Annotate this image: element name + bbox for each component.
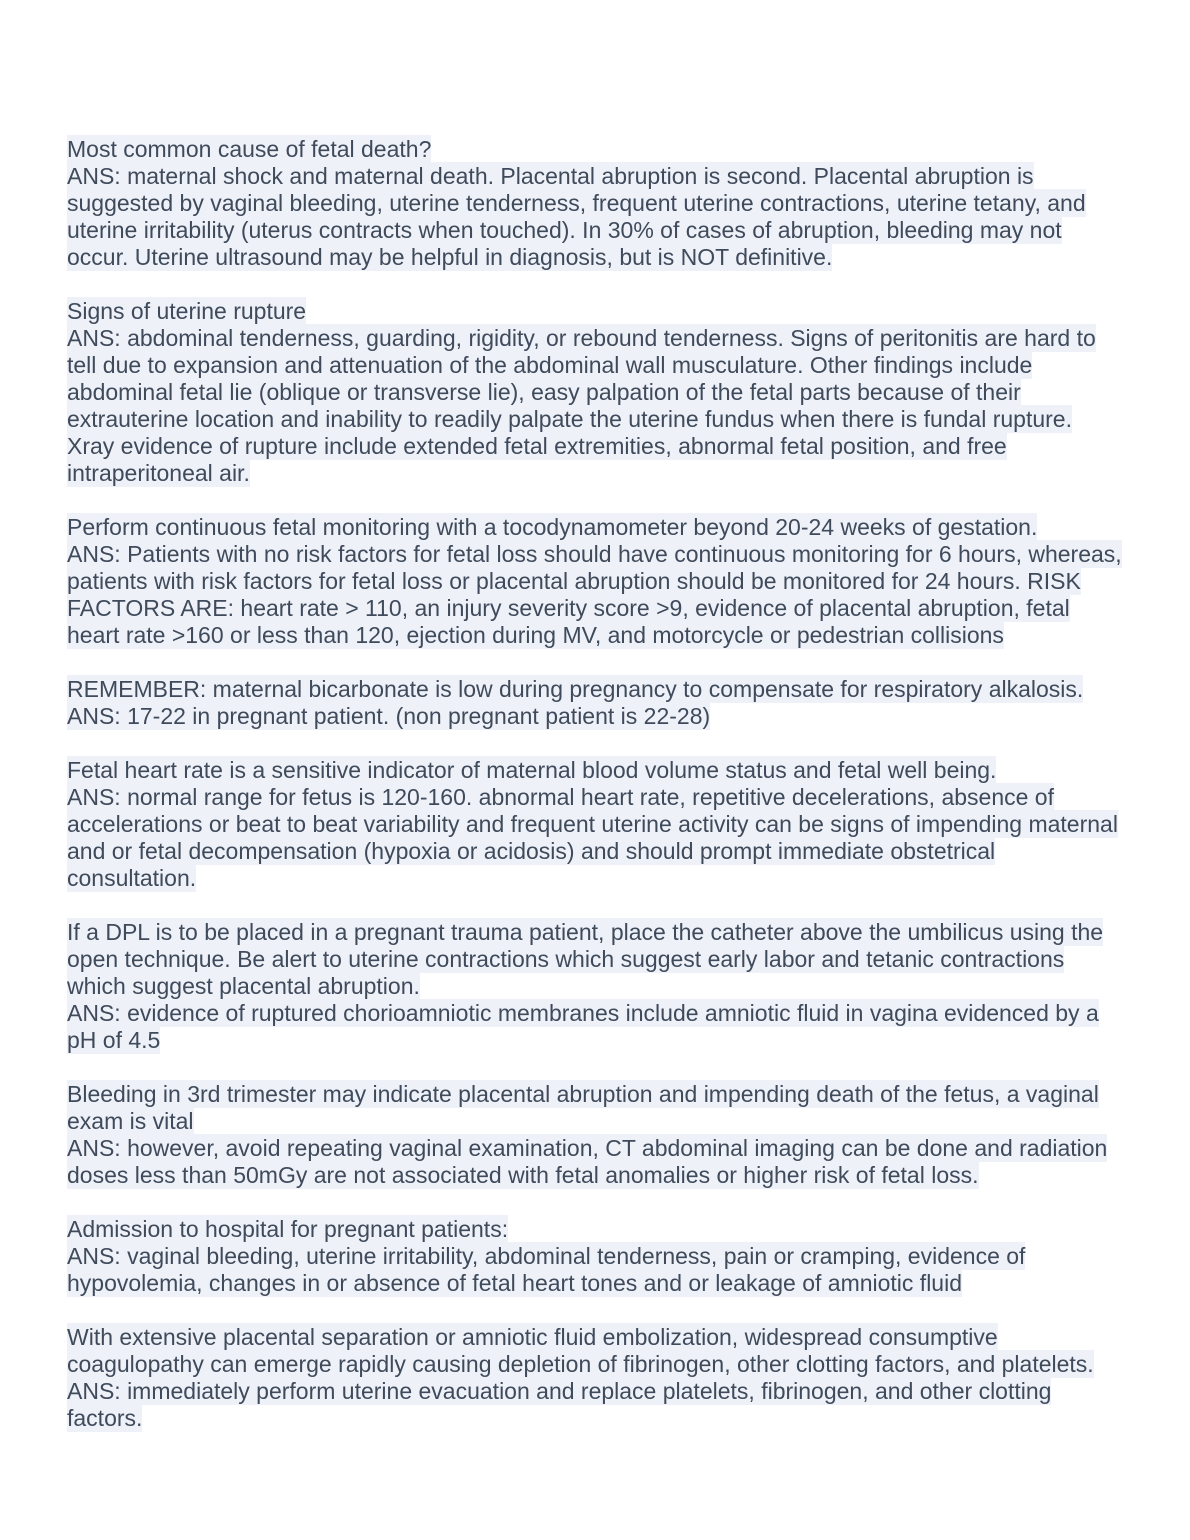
answer-line <box>67 163 1123 271</box>
question-line <box>67 136 1123 163</box>
qa-item <box>67 136 1123 271</box>
answer-line <box>67 325 1123 487</box>
answer-text: ANS: Patients with no risk factors for fetal loss should have continuous monitoring for 6 hours, whereas, patients with risk factors for fetal loss or placental abruption should be monitored for 24 hours. RISK FACTORS ARE: heart rate > 110, an injury severity score >9, evidence of placental abruption, fetal heart rate >160 or less than 120, ejection during MV, and motorcycle or pedestrian collisions <box>67 541 1122 648</box>
qa-item <box>67 298 1123 487</box>
question-line <box>67 919 1123 1000</box>
answer-text: ANS: vaginal bleeding, uterine irritability, abdominal tenderness, pain or cramping, evidence of hypovolemia, changes in or absence of fetal heart tones and or leakage of amniotic fluid <box>67 1243 1026 1296</box>
question-text: With extensive placental separation or amniotic fluid embolization, widespread consumptive coagulopathy can emerge rapidly causing depletion of fibrinogen, other clotting factors, and platelets. <box>67 1324 1094 1377</box>
answer-text: ANS: however, avoid repeating vaginal examination, CT abdominal imaging can be done and radiation doses less than 50mGy are not associated with fetal anomalies or higher risk of fetal loss. <box>67 1135 1108 1188</box>
qa-item <box>67 757 1123 892</box>
question-text: Perform continuous fetal monitoring with a tocodynamometer beyond 20-24 weeks of gestation. <box>67 514 1038 540</box>
answer-text: ANS: maternal shock and maternal death. Placental abruption is second. Placental abruption is suggested by vaginal bleeding, uterine tenderness, frequent uterine contractions, uterine tetany, and uterine irritability (uterus contracts when touched). In 30% of cases of abruption, bleeding may not occur. Uterine ultrasound may be helpful in diagnosis, but is NOT definitive. <box>67 163 1086 270</box>
qa-item <box>67 1324 1123 1432</box>
question-text: Bleeding in 3rd trimester may indicate placental abruption and impending death of the fetus, a vaginal exam is vital <box>67 1081 1099 1134</box>
question-text: Fetal heart rate is a sensitive indicator of maternal blood volume status and fetal well being. <box>67 757 997 783</box>
answer-line <box>67 1243 1123 1297</box>
answer-line <box>67 1135 1123 1189</box>
question-line <box>67 676 1123 703</box>
question-text: Signs of uterine rupture <box>67 298 307 324</box>
answer-line <box>67 1000 1123 1054</box>
answer-text: ANS: evidence of ruptured chorioamniotic membranes include amniotic fluid in vagina evidenced by a pH of 4.5 <box>67 1000 1099 1053</box>
question-line <box>67 1081 1123 1135</box>
qa-item <box>67 1081 1123 1189</box>
qa-item <box>67 676 1123 730</box>
answer-line <box>67 784 1123 892</box>
question-text: If a DPL is to be placed in a pregnant trauma patient, place the catheter above the umbilicus using the open technique. Be alert to uterine contractions which suggest early labor and tetanic contractions which suggest placental abruption. <box>67 919 1104 999</box>
answer-line <box>67 541 1123 649</box>
qa-item <box>67 1216 1123 1297</box>
answer-text: ANS: immediately perform uterine evacuation and replace platelets, fibrinogen, and other clotting factors. <box>67 1378 1052 1431</box>
question-line <box>67 298 1123 325</box>
question-line <box>67 1324 1123 1378</box>
question-text: Most common cause of fetal death? <box>67 136 432 162</box>
answer-line <box>67 1378 1123 1432</box>
answer-text: ANS: abdominal tenderness, guarding, rigidity, or rebound tenderness. Signs of peritonitis are hard to tell due to expansion and attenuation of the abdominal wall musculature. Other findings include abdominal fetal lie (oblique or transverse lie), easy palpation of the fetal parts because of their extrauterine location and inability to readily palpate the uterine fundus when there is fundal rupture. Xray evidence of rupture include extended fetal extremities, abnormal fetal position, and free intraperitoneal air. <box>67 325 1096 486</box>
qa-item <box>67 919 1123 1054</box>
answer-text: ANS: 17-22 in pregnant patient. (non pregnant patient is 22-28) <box>67 703 711 729</box>
question-text: REMEMBER: maternal bicarbonate is low during pregnancy to compensate for respiratory alkalosis. <box>67 676 1084 702</box>
answer-text: ANS: normal range for fetus is 120-160. abnormal heart rate, repetitive decelerations, absence of accelerations or beat to beat variability and frequent uterine activity can be signs of impending maternal and or fetal decompensation (hypoxia or acidosis) and should prompt immediate obstetrical consultation. <box>67 784 1118 891</box>
answer-line <box>67 703 1123 730</box>
qa-item <box>67 514 1123 649</box>
question-line <box>67 514 1123 541</box>
question-text: Admission to hospital for pregnant patients: <box>67 1216 509 1242</box>
question-line <box>67 757 1123 784</box>
question-line <box>67 1216 1123 1243</box>
